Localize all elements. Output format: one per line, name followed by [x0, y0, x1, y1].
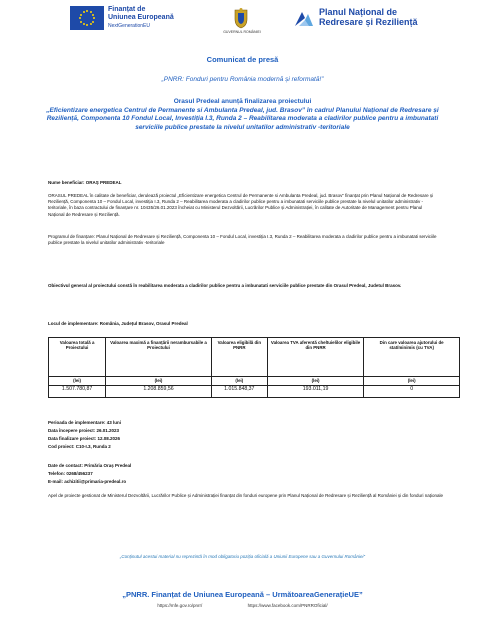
pnrr-logo-icon — [293, 9, 315, 29]
table-value-cell: 0 — [364, 386, 460, 398]
eu-star-icon — [83, 11, 85, 13]
table-header-cell: Valoarea maximă a finanțării nerambursabile a Proiectului — [106, 338, 212, 377]
contact-email: E-mail: achizitii@primaria-predeal.ro — [48, 479, 127, 484]
table-value-cell: 1.015.848,37 — [211, 386, 267, 398]
eu-star-icon — [80, 14, 82, 16]
gov-caption: GUVERNUL ROMÂNIEI — [223, 30, 261, 34]
eu-star-icon — [92, 14, 94, 16]
eu-star-icon — [86, 24, 88, 26]
project-code: Cod proiect: C10-I.3, Runda 2 — [48, 444, 111, 449]
eu-star-icon — [83, 23, 85, 25]
table-unit-cell: (lei) — [106, 377, 212, 386]
eu-label-sub: NextGenerationEU — [108, 23, 150, 29]
table-header-cell: Valoarea totală a Proiectului — [49, 338, 106, 377]
program-paragraph: Programul de finanțare: Planul Național de Redresare și Reziliență, Componenta 10 – Fondul Local, investiția I.3, Runda 2 – Reabilitarea moderata a cladirilor publice pentru a imbunatati serviciile publice prestate la nivelul unitatilor administrativ -teritoriale — [48, 234, 437, 246]
headline-line2: „Eficientizare energetica Centrul de Permanente si Ambulanta Predeal, jud. Brasov” în cadrul Planului Național de Redresare și Reziliență, Componenta 10 Fondul Local, Investiția I.3, Runda 2 – Reabilitarea moderata a cladirilor publice pentru a imbunatati serviciile publice prestate la nivelul unitatilor administrativ -teritoriale — [46, 106, 439, 131]
table-unit-cell: (lei) — [49, 377, 106, 386]
romania-crest-icon — [233, 7, 249, 29]
eu-label-line1: Finanțat de — [108, 6, 146, 13]
footer-links — [0, 603, 485, 608]
eu-star-icon — [80, 21, 82, 23]
table-header-row — [49, 338, 460, 377]
eu-flag-logo — [70, 6, 104, 30]
start-date: Data începere proiect: 26.01.2023 — [48, 428, 120, 433]
location-line: Locul de implementare: România, Județul Brasov, Orasul Predeal — [48, 321, 188, 326]
eu-label-line2: Uniunea Europeană — [108, 14, 174, 21]
disclaimer: „Conținutul acestui material nu reprezintă în mod obligatoriu poziția oficială a Uniunii Europene sau a Guvernului României” — [119, 554, 366, 559]
table-unit-row — [49, 377, 460, 386]
project-dates — [48, 419, 121, 451]
eu-star-icon — [92, 21, 94, 23]
table-header-cell: Valoarea TVA aferentă cheltuielilor eligibile din PNRR — [267, 338, 363, 377]
table-value-row — [49, 386, 460, 398]
eu-star-icon — [79, 17, 81, 19]
eu-star-icon — [93, 17, 95, 19]
headline — [45, 98, 440, 132]
beneficiary-name: Nume beneficiar: ORAȘ PREDEAL — [48, 180, 122, 185]
contact-phone: Telefon: 0268/456237 — [48, 471, 93, 476]
headline-line1: Orasul Predeal anunță finalizarea proiectului — [173, 98, 312, 105]
intro-paragraph: ORASUL PREDEAL în calitate de beneficiar, derulează proiectul „Eficientizare energetica Centrul de Permanente si Ambulanta Predeal, jud. Brasov” finanțat prin Planul Național de Redresare și Reziliență, Componenta 10 – Fondul Local, investiția I.3, Runda 2 – Reabilitarea moderata a cladirilor publice pentru a imbunatati serviciile publice prestate la nivelul unitatilor administrativ -teritoriale, în baza contractului de finanțare nr. 10435/26.01.2023 încheiat cu Ministerul Dezvoltării, Lucrărilor Publice și Administrației, în calitate de Autoritate de Management pentru Planul Național de Redresare și Reziliență. — [48, 193, 434, 217]
table-header-cell: Din care valoarea ajutorului de stat/minimis (cu TVA) — [364, 338, 460, 377]
pnrr-label-line1: Planul Național de — [319, 7, 398, 17]
end-date: Data finalizare proiect: 12.08.2026 — [48, 436, 121, 441]
contact-details — [48, 462, 131, 486]
document-title: Comunicat de presă — [206, 55, 279, 64]
footer-link-facebook[interactable]: https://www.facebook.com/PNRROficial/ — [247, 603, 328, 608]
table-value-cell: 1.507.780,87 — [49, 386, 106, 398]
document-subtitle: „PNRR: Fonduri pentru România modernă și reformată!” — [161, 76, 324, 83]
footer-link-mfe[interactable]: https://mfe.gov.ro/pnrr/ — [157, 603, 203, 608]
eu-star-icon — [90, 11, 92, 13]
table-unit-cell: (lei) — [267, 377, 363, 386]
financial-table — [48, 337, 460, 398]
footer-title: „PNRR. Finanțat de Uniunea Europeană – UrmătoareaGenerațieUE” — [122, 590, 363, 599]
eu-star-icon — [90, 23, 92, 25]
pnrr-label-line2: Redresare și Reziliență — [319, 17, 418, 27]
objective-paragraph: Obiectivul general al proiectului constă în reabilitarea moderata a cladirilor publice pentru a imbunatati serviciile publice prestate din Orasul Predeal, Judetul Brasov. — [48, 283, 402, 288]
table-header-cell: Valoarea eligibilă din PNRR — [211, 338, 267, 377]
table-value-cell: 193.011,19 — [267, 386, 363, 398]
table-unit-cell: (lei) — [364, 377, 460, 386]
pnrr-label — [319, 7, 418, 27]
contact-institution: Date de contact: Primăria Oraș Predeal — [48, 463, 132, 468]
table-unit-cell: (lei) — [211, 377, 267, 386]
implementation-period: Perioada de implementare: 43 luni — [48, 420, 122, 425]
eu-funding-label — [108, 6, 174, 30]
call-paragraph: Apel de proiecte gestionat de Ministerul Dezvoltării, Lucrărilor Publice și Administrației finanțat din fonduri europene prin Planul Național de Redresare și Reziliență al României și din fonduri naționale — [48, 493, 443, 498]
eu-star-icon — [86, 10, 88, 12]
table-value-cell: 1.208.859,56 — [106, 386, 212, 398]
